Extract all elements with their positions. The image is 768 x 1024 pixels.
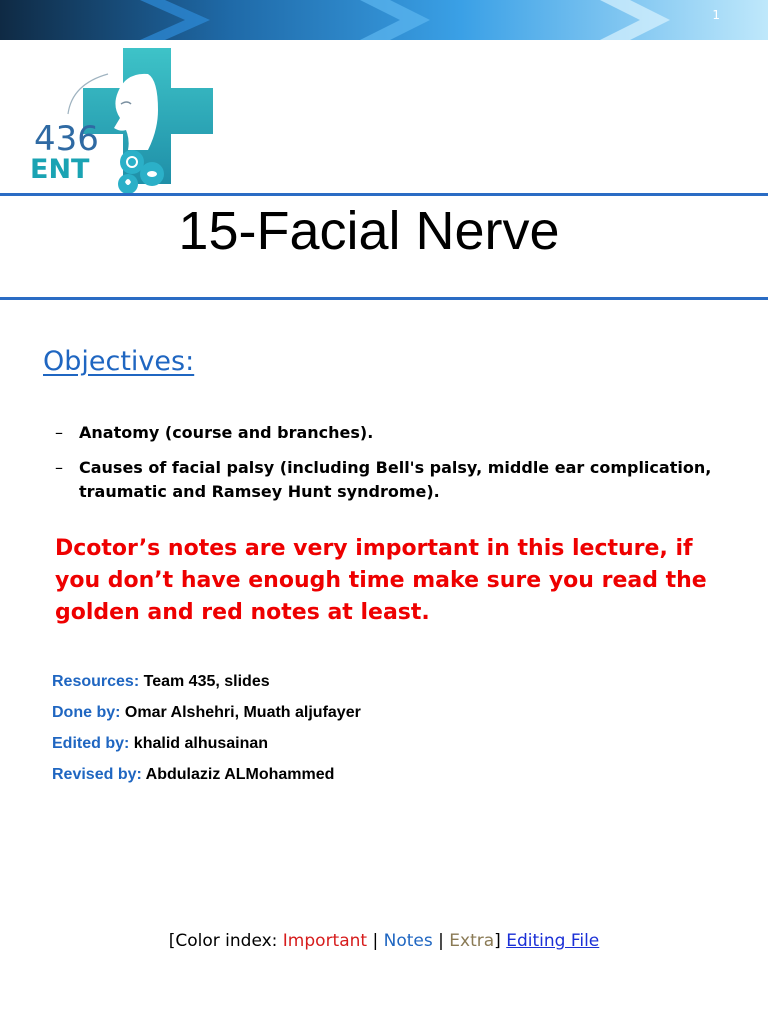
editing-file-link[interactable]: Editing File [506,931,600,951]
color-index-notes: Notes [383,931,433,951]
credit-row-edited-by [52,732,361,763]
color-index-extra: Extra [449,931,495,951]
page-number: 1 [712,8,720,22]
color-index-close: ] [494,931,507,951]
header-banner [0,0,768,40]
credits [52,670,361,794]
credit-value: Abdulaziz ALMohammed [145,766,335,783]
credit-label: Resources: [52,673,140,690]
color-index-sep: | [432,931,450,951]
credit-row-revised-by [52,763,361,794]
important-note: Dcotor’s notes are very important in this lecture, if you don’t have enough time make sure you read the golden and red notes at least. [55,536,707,625]
credit-label: Edited by: [52,735,130,752]
credit-label: Done by: [52,704,121,721]
color-index [0,931,768,951]
ent-logo [28,44,218,194]
credit-value: khalid alhusainan [133,735,269,752]
objective-item [55,421,735,445]
page-title: 15-Facial Nerve [178,201,560,261]
objective-item [55,456,735,504]
logo-text: ENT [30,154,90,185]
objectives-list [55,421,735,515]
logo-number: 436 [34,119,99,159]
credit-value: Omar Alshehri, Muath aljufayer [124,704,361,721]
color-index-sep: | [367,931,384,951]
credit-row-done-by [52,701,361,732]
objective-text: Causes of facial palsy (including Bell's palsy, middle ear complication, traumatic and Ramsey Hunt syndrome). [79,458,712,501]
title-rule-bottom [0,297,768,300]
credit-label: Revised by: [52,766,142,783]
credit-row-resources [52,670,361,701]
color-index-important: Important [282,931,368,951]
dash-bullet: – [55,423,63,442]
objectives-heading: Objectives: [43,346,195,377]
objective-text: Anatomy (course and branches). [79,423,374,442]
credit-value: Team 435, slides [143,673,270,690]
color-index-prefix: [Color index: [168,931,283,951]
title-rule-top [0,193,768,196]
dash-bullet: – [55,458,63,477]
